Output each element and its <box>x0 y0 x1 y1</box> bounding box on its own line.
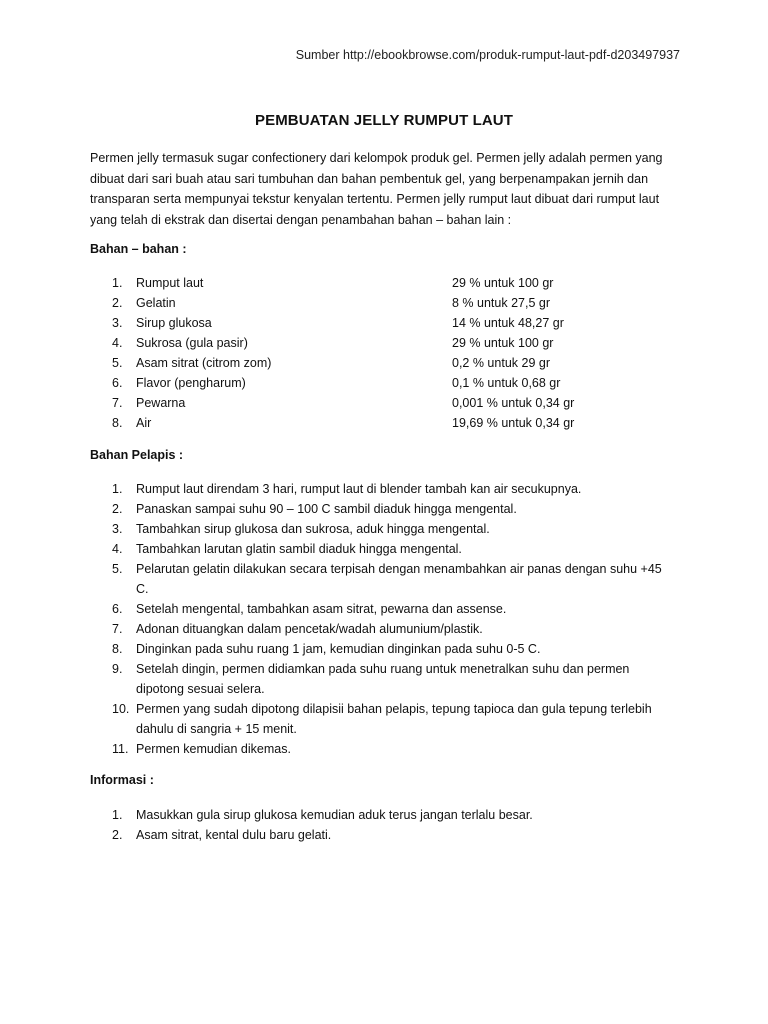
step-item: 11. Permen kemudian dikemas. <box>112 742 291 756</box>
step-item: 7. Adonan dituangkan dalam pencetak/wadah alumunium/plastik. <box>112 622 483 636</box>
ingredient-item: 3. Sirup glukosa 14 % untuk 48,27 gr <box>112 316 564 330</box>
ingredient-item: 6. Flavor (pengharum) 0,1 % untuk 0,68 gr <box>112 376 561 390</box>
ingredient-item: 2. Gelatin 8 % untuk 27,5 gr <box>112 296 550 310</box>
step-item: 2. Panaskan sampai suhu 90 – 100 C sambil diaduk hingga mengental. <box>112 502 517 516</box>
source-line: Sumber http://ebookbrowse.com/produk-rumput-laut-pdf-d203497937 <box>295 48 680 62</box>
ingredient-list <box>112 273 672 433</box>
step-item: 6. Setelah mengental, tambahkan asam sitrat, pewarna dan assense. <box>112 602 507 616</box>
bahan-heading: Bahan – bahan : <box>90 242 187 256</box>
intro-paragraph: Permen jelly termasuk sugar confectionery dari kelompok produk gel. Permen jelly adalah permen yang dibuat dari sari buah atau sari tumbuhan dan bahan pembentuk gel, yang berpenampakan jernih dan transparan serta mempunyai tekstur kenyalan tertentu. Permen jelly rumput laut dibuat dari rumput laut yang telah di ekstrak dan disertai dengan penambahan bahan – bahan lain : <box>90 151 663 227</box>
step-item: 8. Dinginkan pada suhu ruang 1 jam, kemudian dinginkan pada suhu 0-5 C. <box>112 642 541 656</box>
document-title: PEMBUATAN JELLY RUMPUT LAUT <box>255 112 513 129</box>
ingredient-item: 1. Rumput laut 29 % untuk 100 gr <box>112 276 554 290</box>
step-item: 5. Pelarutan gelatin dilakukan secara terpisah dengan menambahkan air panas dengan suhu +45 C. <box>112 562 662 596</box>
informasi-heading: Informasi : <box>90 773 154 787</box>
step-item: 3. Tambahkan sirup glukosa dan sukrosa, aduk hingga mengental. <box>112 522 490 536</box>
step-item: 1. Rumput laut direndam 3 hari, rumput laut di blender tambah kan air secukupnya. <box>112 482 582 496</box>
steps-list <box>112 479 672 759</box>
info-list <box>112 805 672 845</box>
ingredient-item: 5. Asam sitrat (citrom zom) 0,2 % untuk 29 gr <box>112 356 550 370</box>
pelapis-heading: Bahan Pelapis : <box>90 448 184 462</box>
step-item: 9. Setelah dingin, permen didiamkan pada suhu ruang untuk menetralkan suhu dan permen dipotong sesuai selera. <box>112 662 630 696</box>
step-item: 4. Tambahkan larutan glatin sambil diaduk hingga mengental. <box>112 542 462 556</box>
ingredient-item: 7. Pewarna 0,001 % untuk 0,34 gr <box>112 396 575 410</box>
info-item: 1. Masukkan gula sirup glukosa kemudian aduk terus jangan terlalu besar. <box>112 808 533 822</box>
info-item: 2. Asam sitrat, kental dulu baru gelati. <box>112 828 332 842</box>
ingredient-item: 8. Air 19,69 % untuk 0,34 gr <box>112 416 575 430</box>
ingredient-item: 4. Sukrosa (gula pasir) 29 % untuk 100 gr <box>112 336 554 350</box>
step-item: 10. Permen yang sudah dipotong dilapisii bahan pelapis, tepung tapioca dan gula tepung terlebih dahulu di sangria + 15 menit. <box>112 702 652 736</box>
